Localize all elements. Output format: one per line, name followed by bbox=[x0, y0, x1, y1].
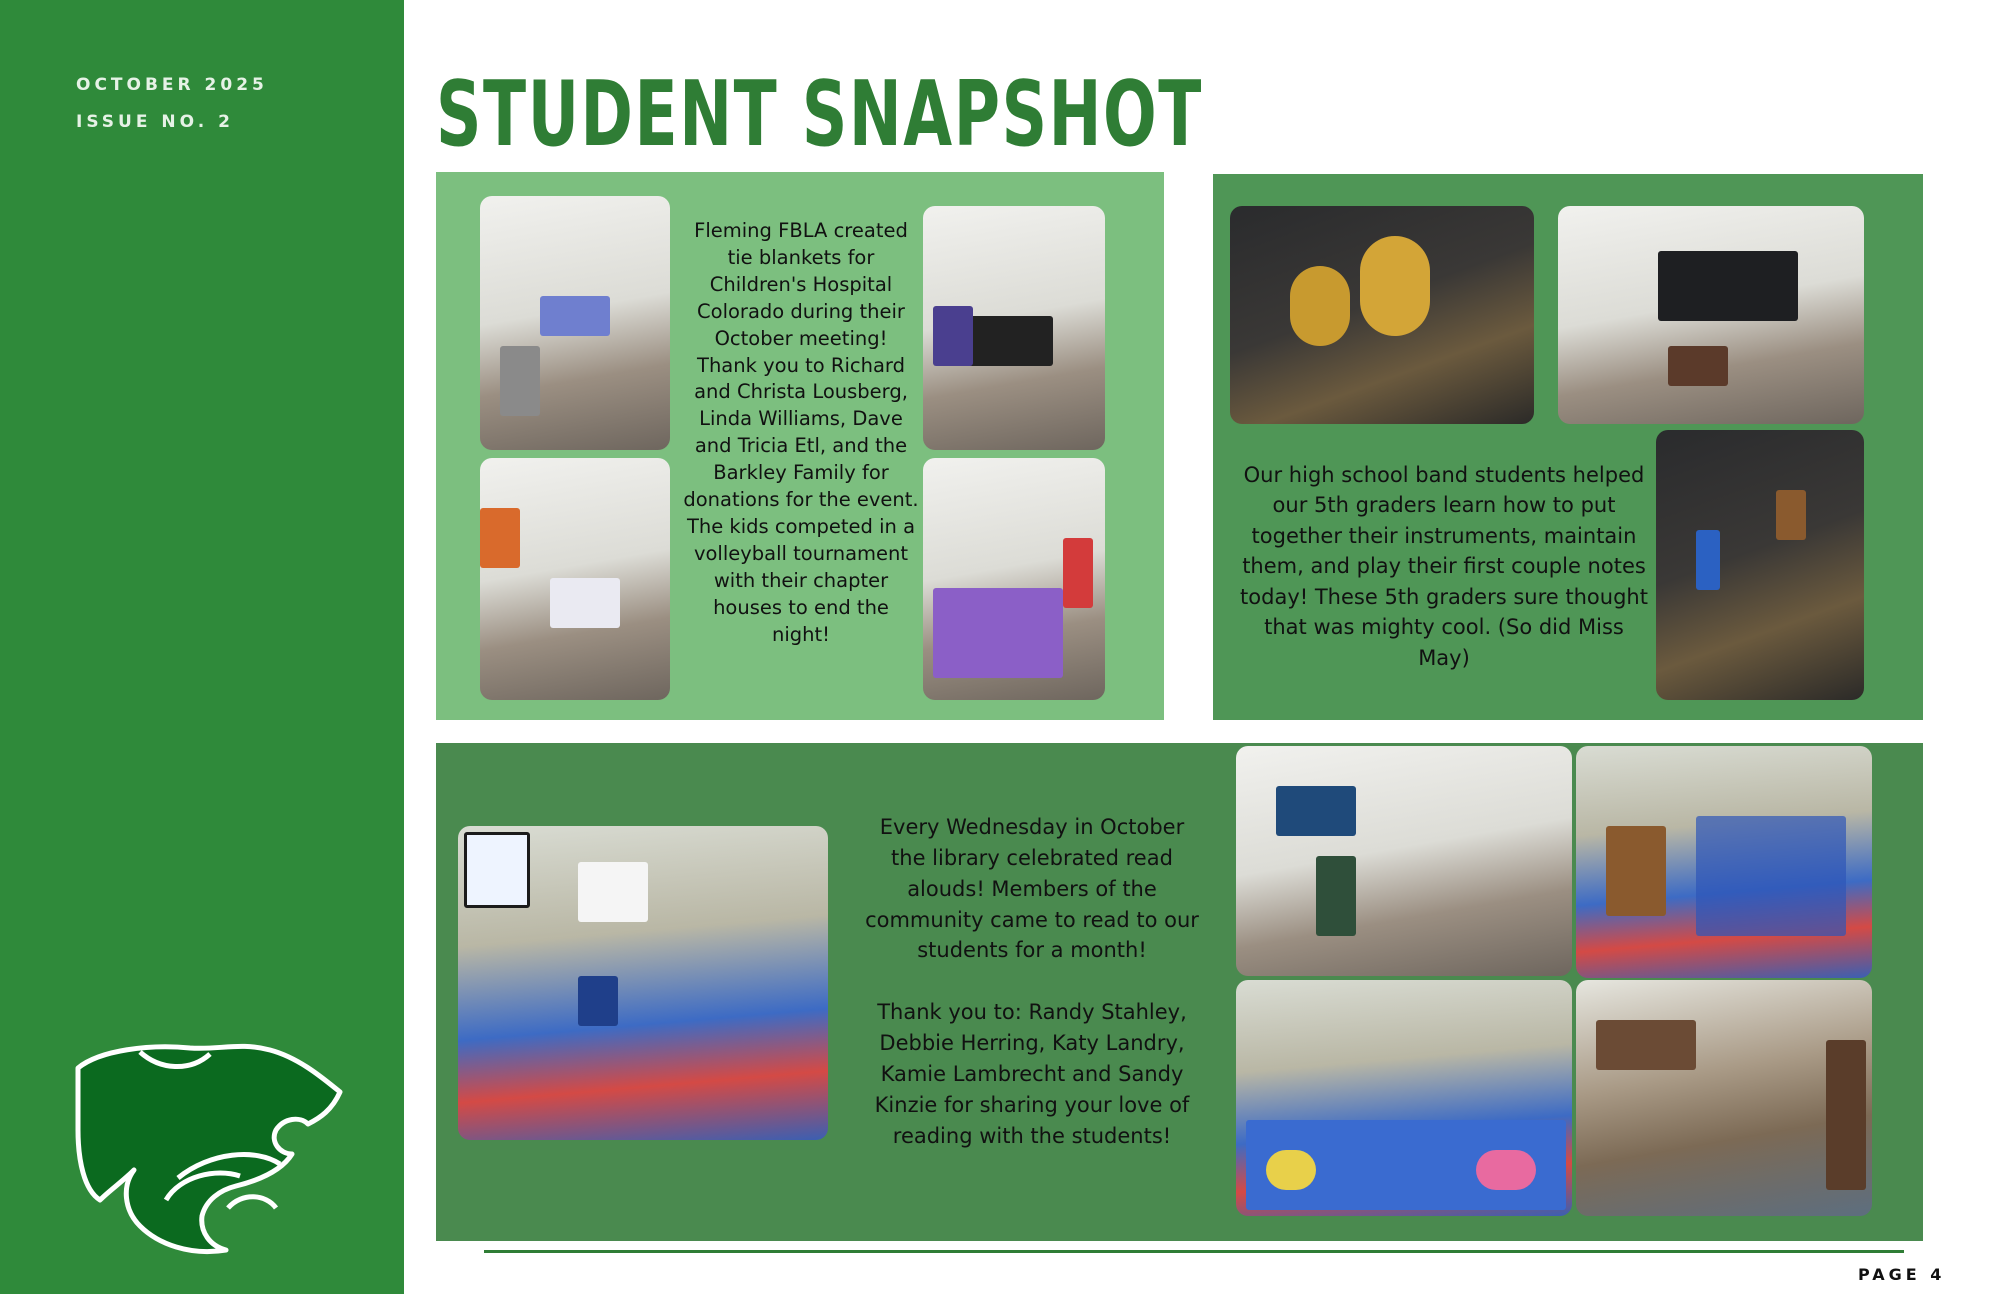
library-description-thanks: Thank you to: Randy Stahley, Debbie Herring, Katy Landry, Kamie Lambrecht and Sandy Kinzie for sharing your love of reading with the students! bbox=[874, 1000, 1190, 1148]
band-description: Our high school band students helped our 5th graders learn how to put together their instruments, maintain them, and play their first couple notes today! These 5th graders sure thought that was mighty cool. (So did Miss May) bbox=[1240, 463, 1648, 670]
page-number: PAGE 4 bbox=[1858, 1265, 1946, 1284]
footer-rule bbox=[484, 1250, 1904, 1253]
band-photo-tubas bbox=[1230, 206, 1534, 424]
fbla-description: Fleming FBLA created tie blankets for Children's Hospital Colorado during their October meeting! Thank you to Richard and Christa Lousberg, Linda Williams, Dave and Tricia Etl, and the Barkley Family for donations for the event. The kids competed in a volleyball tournament with their chapter houses to end the night! bbox=[683, 219, 919, 646]
fbla-photo-purple-blanket bbox=[923, 458, 1105, 700]
band-photo-stage bbox=[1656, 430, 1864, 700]
library-photo-reader bbox=[458, 826, 828, 1140]
fbla-photo-tying-blanket bbox=[480, 458, 670, 700]
issue-number: ISSUE NO. 2 bbox=[76, 112, 234, 132]
library-description-intro: Every Wednesday in October the library celebrated read alouds! Members of the community came to read to our students for a month! bbox=[865, 815, 1199, 963]
panther-logo-icon bbox=[70, 1040, 360, 1260]
library-photo-number-rug bbox=[1236, 980, 1572, 1216]
fbla-photo-black-blanket bbox=[923, 206, 1105, 450]
page-title: STUDENT SNAPSHOT bbox=[436, 62, 1203, 167]
library-photo-bookshelves bbox=[1576, 980, 1872, 1216]
band-photo-practice-room bbox=[1558, 206, 1864, 424]
issue-date: OCTOBER 2025 bbox=[76, 75, 268, 95]
library-photo-rocking-chair bbox=[1576, 746, 1872, 978]
library-photo-classroom bbox=[1236, 746, 1572, 976]
sidebar bbox=[0, 0, 404, 1294]
fbla-photo-blanket-table bbox=[480, 196, 670, 450]
library-description bbox=[864, 812, 1200, 1152]
